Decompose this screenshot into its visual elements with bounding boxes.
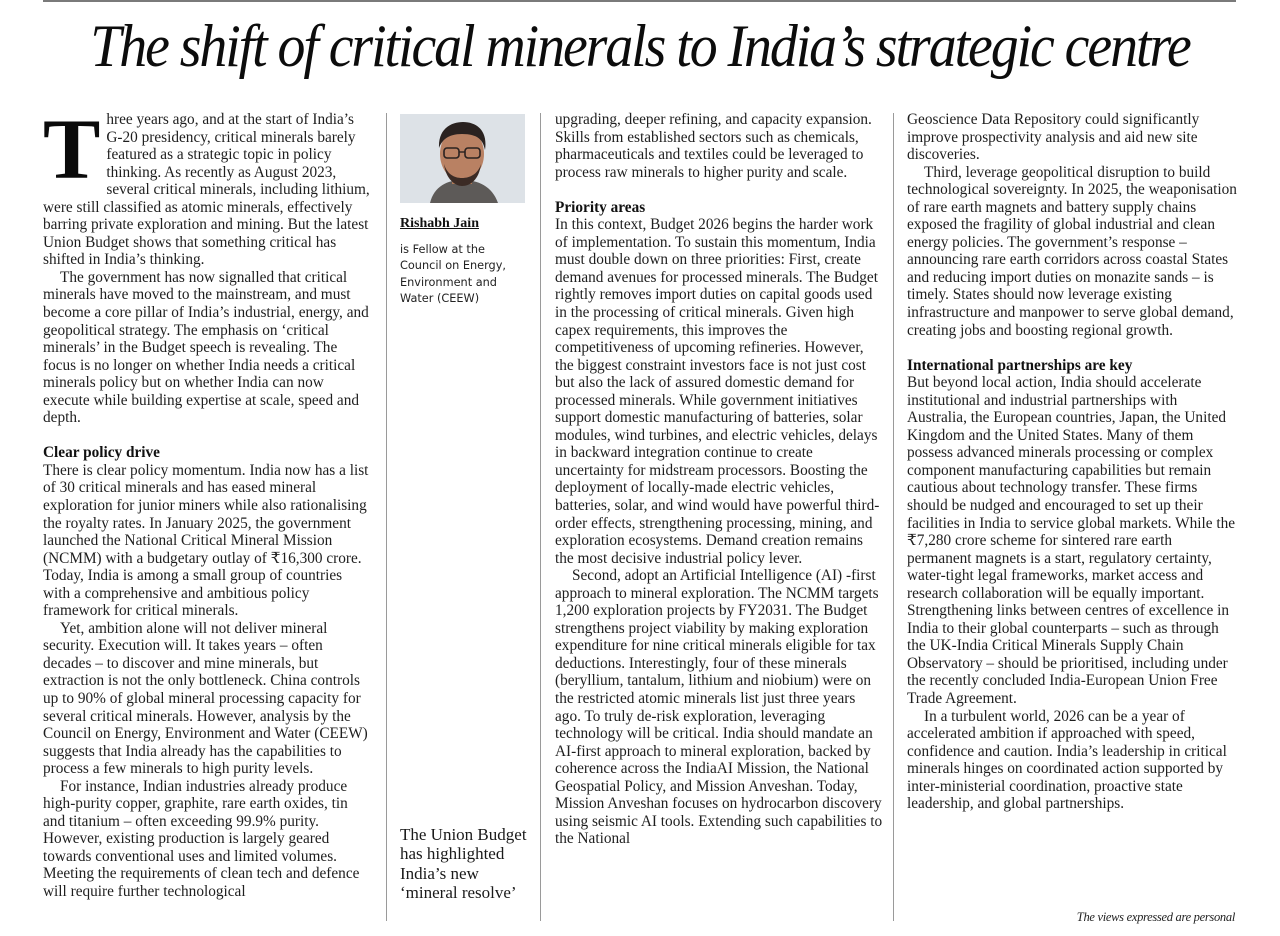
article-column-4 [907,111,1237,813]
author-bio: is Fellow at the Council on Energy, Environment and Water (CEEW) [400,243,507,305]
body-paragraph: There is clear policy momentum. India now has a list of 30 critical minerals and has eased mineral exploration for junior miners while also rationalising the royalty rates. In January 2025, the government launched the National Critical Mineral Mission (NCMM) with a budgetary outlay of ₹16,300 crore. Today, India is among a small group of countries with a comprehensive and ambitious policy framework for critical minerals. [43,461,369,620]
body-paragraph: Geoscience Data Repository could significantly improve prospectivity analysis and aid new site discoveries. [907,111,1200,164]
author-photo-icon [400,114,525,203]
pull-quote: The Union Budget has highlighted India’s new ‘mineral resolve’ [400,825,527,902]
column-divider [386,113,387,921]
body-paragraph: In this context, Budget 2026 begins the harder work of implementation. To sustain this momentum, India must double down on three priorities: First, create demand avenues for processed minerals. The Budget rightly removes import duties on capital goods used in the processing of critical minerals. Given high capex requirements, this improves the competitiveness of upcoming refineries. However, the biggest constraint investors face is not just cost but also the lack of assured domestic demand for processed minerals. While government initiatives support domestic manufacturing of batteries, solar modules, wind turbines, and electric vehicles, delays in backward integration continue to create uncertainty for midstream processors. Boosting the deployment of locally-made electric vehicles, batteries, solar, and wind would have powerful third-order effects, strengthening processing, mining, and exploration ecosystems. Demand creation remains the most decisive industrial policy lever. [555,216,880,567]
drop-cap: T [43,101,101,197]
column-divider [540,113,541,921]
body-paragraph: In a turbulent world, 2026 can be a year of accelerated ambition if approached with speed, confidence and caution. India’s leadership in critical minerals hinges on coordinated action supported by inter-ministerial coordination, proactive state leadership, and global partnerships. [907,707,1227,813]
column-divider [893,113,894,921]
body-paragraph: Second, adopt an Artificial Intelligence (AI) -first approach to mineral exploration. The NCMM targets 1,200 exploration projects by FY2031. The Budget strengthens project viability by making exploration expenditure for nine critical minerals eligible for tax deductions. Interestingly, four of these minerals (beryllium, tantalum, lithium and niobium) were on the restricted atomic minerals list just three years ago. To truly de-risk exploration, leveraging technology will be critical. India should mandate an AI-first approach to mineral exploration, backed by coherence across the IndiaAI Mission, the National Geospatial Policy, and Mission Anveshan. Today, Mission Anveshan focuses on hydrocarbon discovery using seismic AI tools. Extending such capabilities to the National [555,567,883,848]
top-rule [43,0,1236,2]
body-paragraph: Third, leverage geopolitical disruption to build technological sovereignty. In 2025, the weaponisation of rare earth magnets and battery supply chains exposed the fragility of global industrial and clean energy policies. The government’s response – announcing rare earth corridors across coastal States and reducing import duties on monazite sands – is timely. States should now leverage existing infrastructure and manpower to serve global demand, creating jobs and boosting regional growth. [907,163,1237,339]
section-heading-clear-policy-drive: Clear policy drive [43,444,160,462]
disclaimer-signoff: The views expressed are personal [1076,910,1235,924]
headline: The shift of critical minerals to India’s strategic centre [90,13,1190,79]
author-portrait-photo [400,114,525,203]
body-paragraph: But beyond local action, India should accelerate institutional and industrial partnerships with Australia, the European countries, Japan, the United Kingdom and the United States. Many of them possess advanced minerals processing or complex component manufacturing capabilities but remain cautious about technology transfer. These firms should be nudged and encouraged to set up their facilities in India to service global markets. While the ₹7,280 crore scheme for sintered rare earth permanent magnets is a start, regulatory certainty, water-tight legal frameworks, market access and research collaboration will be equally important. Strengthening links between centres of excellence in India to their global counterparts – such as through the UK-India Critical Minerals Supply Chain Observatory – should be prioritised, including under the recently concluded India-European Union Free Trade Agreement. [907,374,1236,707]
body-paragraph: upgrading, deeper refining, and capacity expansion. Skills from established sectors such as chemicals, pharmaceuticals and textiles could be leveraged to process raw minerals to higher purity and scale. [555,111,872,181]
body-paragraph: Yet, ambition alone will not deliver mineral security. Execution will. It takes years – often decades – to discover and mine minerals, but extraction is not the only bottleneck. China controls up to 90% of global mineral processing capacity for several critical minerals. However, analysis by the Council on Energy, Environment and Water (CEEW) suggests that India already has the capabilities to process a few minerals to high purity levels. [43,619,368,778]
section-heading-priority-areas: Priority areas [555,198,646,216]
article-column-3 [555,111,885,848]
body-paragraph: For instance, Indian industries already produce high-purity copper, graphite, rare earth oxides, tin and titanium – often exceeding 99.9% purity. However, existing production is largely geared towards conventional uses and limited volumes. Meeting the requirements of clean tech and defence will require further technological [43,777,360,901]
section-heading-international-partnerships: International partnerships are key [907,356,1133,374]
intro-paragraph: Three years ago, and at the start of India’s G-20 presidency, critical minerals barely featured as a strategic topic in policy thinking. As recently as August 2023, several critical minerals, including lithium, were still classified as atomic minerals, effectively barring private exploration and mining. But the latest Union Budget shows that something critical has shifted in India’s thinking. [43,101,370,269]
author-name: Rishabh Jain [400,216,479,231]
body-paragraph: The government has now signalled that critical minerals have moved to the mainstream, and must become a core pillar of India’s industrial, energy, and geopolitical strategy. The emphasis on ‘critical minerals’ in the Budget speech is revealing. The focus is no longer on whether India needs a critical minerals policy but on whether India can now execute while building expertise at scale, speed and depth. [43,268,369,427]
article-column-1 [43,101,373,901]
